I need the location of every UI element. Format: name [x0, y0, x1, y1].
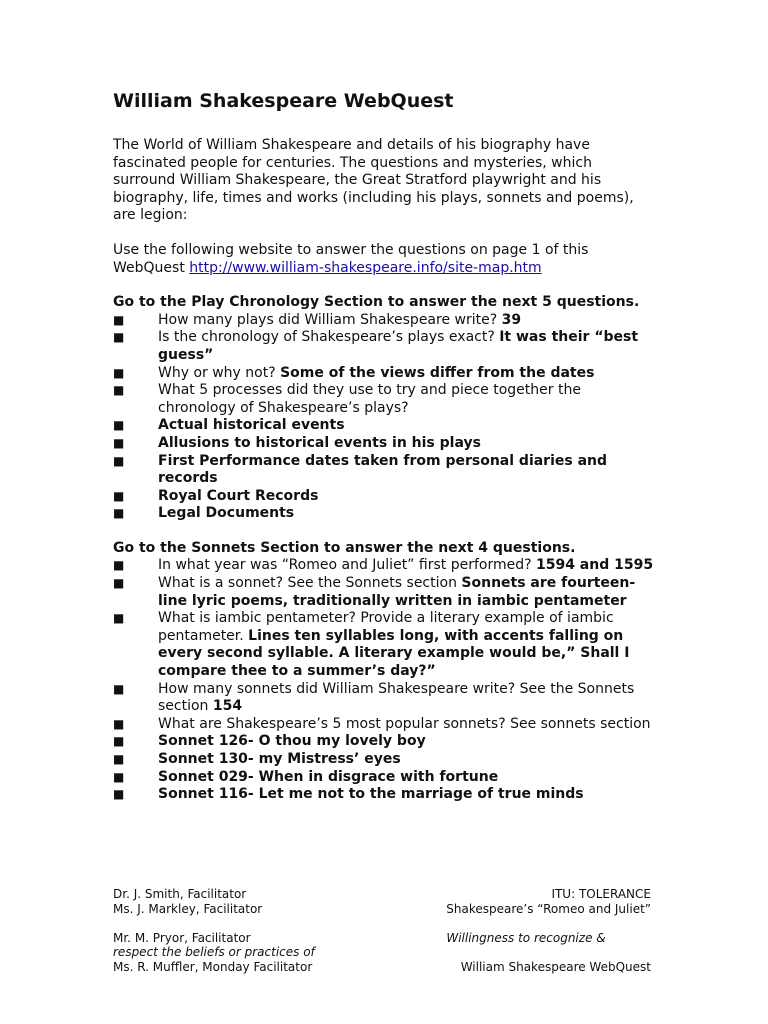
list-item: [113, 786, 658, 804]
list-item: [113, 575, 658, 610]
list-item: [113, 312, 658, 330]
square-bullet-icon: ■: [113, 716, 125, 731]
footer-row: [113, 945, 651, 960]
list-item: [113, 382, 658, 417]
question-text: What is iambic pentameter? Provide a literary example of iambic pentameter.: [158, 610, 614, 644]
square-bullet-icon: ■: [113, 787, 125, 802]
list-item: [113, 681, 658, 716]
square-bullet-icon: ■: [113, 435, 125, 450]
square-bullet-icon: ■: [113, 312, 125, 327]
list-item: [113, 751, 658, 769]
page-title: William Shakespeare WebQuest: [113, 90, 454, 112]
square-bullet-icon: ■: [113, 752, 125, 766]
footer-unit-title: ITU: TOLERANCE: [551, 887, 651, 901]
footer-facilitator-1: Dr. J. Smith, Facilitator: [113, 887, 247, 901]
answer-text: Sonnet 029- When in disgrace with fortune: [158, 768, 499, 785]
list-item: [113, 417, 658, 435]
footer-definition: Willingness to recognize &: [446, 930, 606, 945]
question-text: What 5 processes did they use to try and piece together the chronology of Shakespeare’s plays?: [158, 382, 581, 416]
answer-text: Allusions to historical events in his plays: [158, 434, 481, 451]
list-item: [113, 505, 658, 523]
list-item: [113, 733, 658, 751]
answer-text: Legal Documents: [158, 505, 295, 522]
footer-definition-continued: respect the beliefs or practices of: [113, 945, 315, 960]
footer-facilitator-2: Ms. J. Markley, Facilitator: [113, 901, 263, 916]
website-paragraph: [113, 242, 658, 277]
list-item: [113, 610, 658, 680]
list-item: [113, 435, 658, 453]
answer-text: Sonnet 116- Let me not to the marriage of true minds: [158, 786, 584, 803]
answer-text: Royal Court Records: [158, 487, 319, 504]
footer-row: [113, 960, 651, 975]
square-bullet-icon: ■: [113, 734, 125, 749]
square-bullet-icon: ■: [113, 365, 125, 380]
list-item: [113, 453, 658, 488]
answer-text: 39: [501, 311, 522, 328]
answer-text: 154: [212, 698, 243, 715]
square-bullet-icon: ■: [113, 383, 125, 398]
question-text: In what year was “Romeo and Juliet” first performed?: [158, 557, 536, 574]
square-bullet-icon: ■: [113, 576, 125, 591]
question-text: Why or why not?: [158, 364, 281, 381]
question-text: What are Shakespeare’s 5 most popular sonnets? See sonnets section: [158, 715, 651, 732]
square-bullet-icon: ■: [113, 506, 125, 521]
footer-facilitator-3: Mr. M. Pryor, Facilitator: [113, 930, 251, 945]
question-text: Is the chronology of Shakespeare’s plays exact?: [158, 329, 500, 346]
answer-text: Sonnets are fourteen-line lyric poems, traditionally written in iambic pentameter: [158, 575, 636, 609]
sonnets-list: [113, 557, 658, 803]
answer-text: Actual historical events: [158, 417, 345, 434]
play-chronology-list: [113, 312, 658, 523]
website-text: Use the following website to answer the questions on page 1 of this WebQuest: [113, 241, 589, 276]
square-bullet-icon: ■: [113, 681, 125, 696]
question-text: How many sonnets did William Shakespeare write? See the Sonnets section: [158, 680, 635, 715]
footer-row: [113, 887, 651, 902]
list-item: [113, 557, 658, 575]
footer-subject: Shakespeare’s “Romeo and Juliet”: [446, 901, 651, 916]
page-footer: [113, 887, 651, 975]
square-bullet-icon: ■: [113, 330, 125, 345]
footer-row: [113, 902, 651, 917]
answer-text: Some of the views differ from the dates: [280, 364, 595, 381]
list-item: [113, 365, 658, 383]
list-item: [113, 716, 658, 734]
intro-paragraph: The World of William Shakespeare and details of his biography have fascinated people for centuries. The questions and mysteries, which surround William Shakespeare, the Great Stratford playwright and his biography, life, times and works (including his plays, sonnets and poems), are legion:: [113, 137, 634, 224]
footer-document-title: William Shakespeare WebQuest: [460, 960, 651, 975]
square-bullet-icon: ■: [113, 488, 125, 503]
section-heading-play-chronology: Go to the Play Chronology Section to answer the next 5 questions.: [113, 294, 640, 311]
square-bullet-icon: ■: [113, 769, 125, 784]
answer-text: Sonnet 126- O thou my lovely boy: [158, 733, 426, 750]
square-bullet-icon: ■: [113, 418, 125, 433]
section-heading-sonnets: Go to the Sonnets Section to answer the next 4 questions.: [113, 539, 576, 556]
footer-row: [113, 931, 651, 946]
list-item: [113, 329, 658, 364]
answer-text: It was their “best guess”: [158, 329, 639, 363]
square-bullet-icon: ■: [113, 558, 125, 573]
question-text: What is a sonnet? See the Sonnets section: [158, 575, 462, 592]
list-item: [113, 769, 658, 787]
answer-text: 1594 and 1595: [535, 557, 654, 574]
list-item: [113, 488, 658, 506]
square-bullet-icon: ■: [113, 453, 125, 468]
answer-text: Lines ten syllables long, with accents falling on every second syllable. A literary example would be,” Shall I compare thee to a summer’s day?”: [158, 627, 630, 680]
question-text: How many plays did William Shakespeare write?: [158, 311, 502, 328]
footer-facilitator-4: Ms. R. Muffler, Monday Facilitator: [113, 960, 313, 975]
website-link[interactable]: http://www.william-shakespeare.info/site-map.htm: [189, 259, 542, 276]
answer-text: Sonnet 130- my Mistress’ eyes: [158, 751, 401, 767]
answer-text: First Performance dates taken from personal diaries and records: [158, 452, 608, 487]
square-bullet-icon: ■: [113, 611, 125, 626]
document-page: [113, 88, 658, 821]
